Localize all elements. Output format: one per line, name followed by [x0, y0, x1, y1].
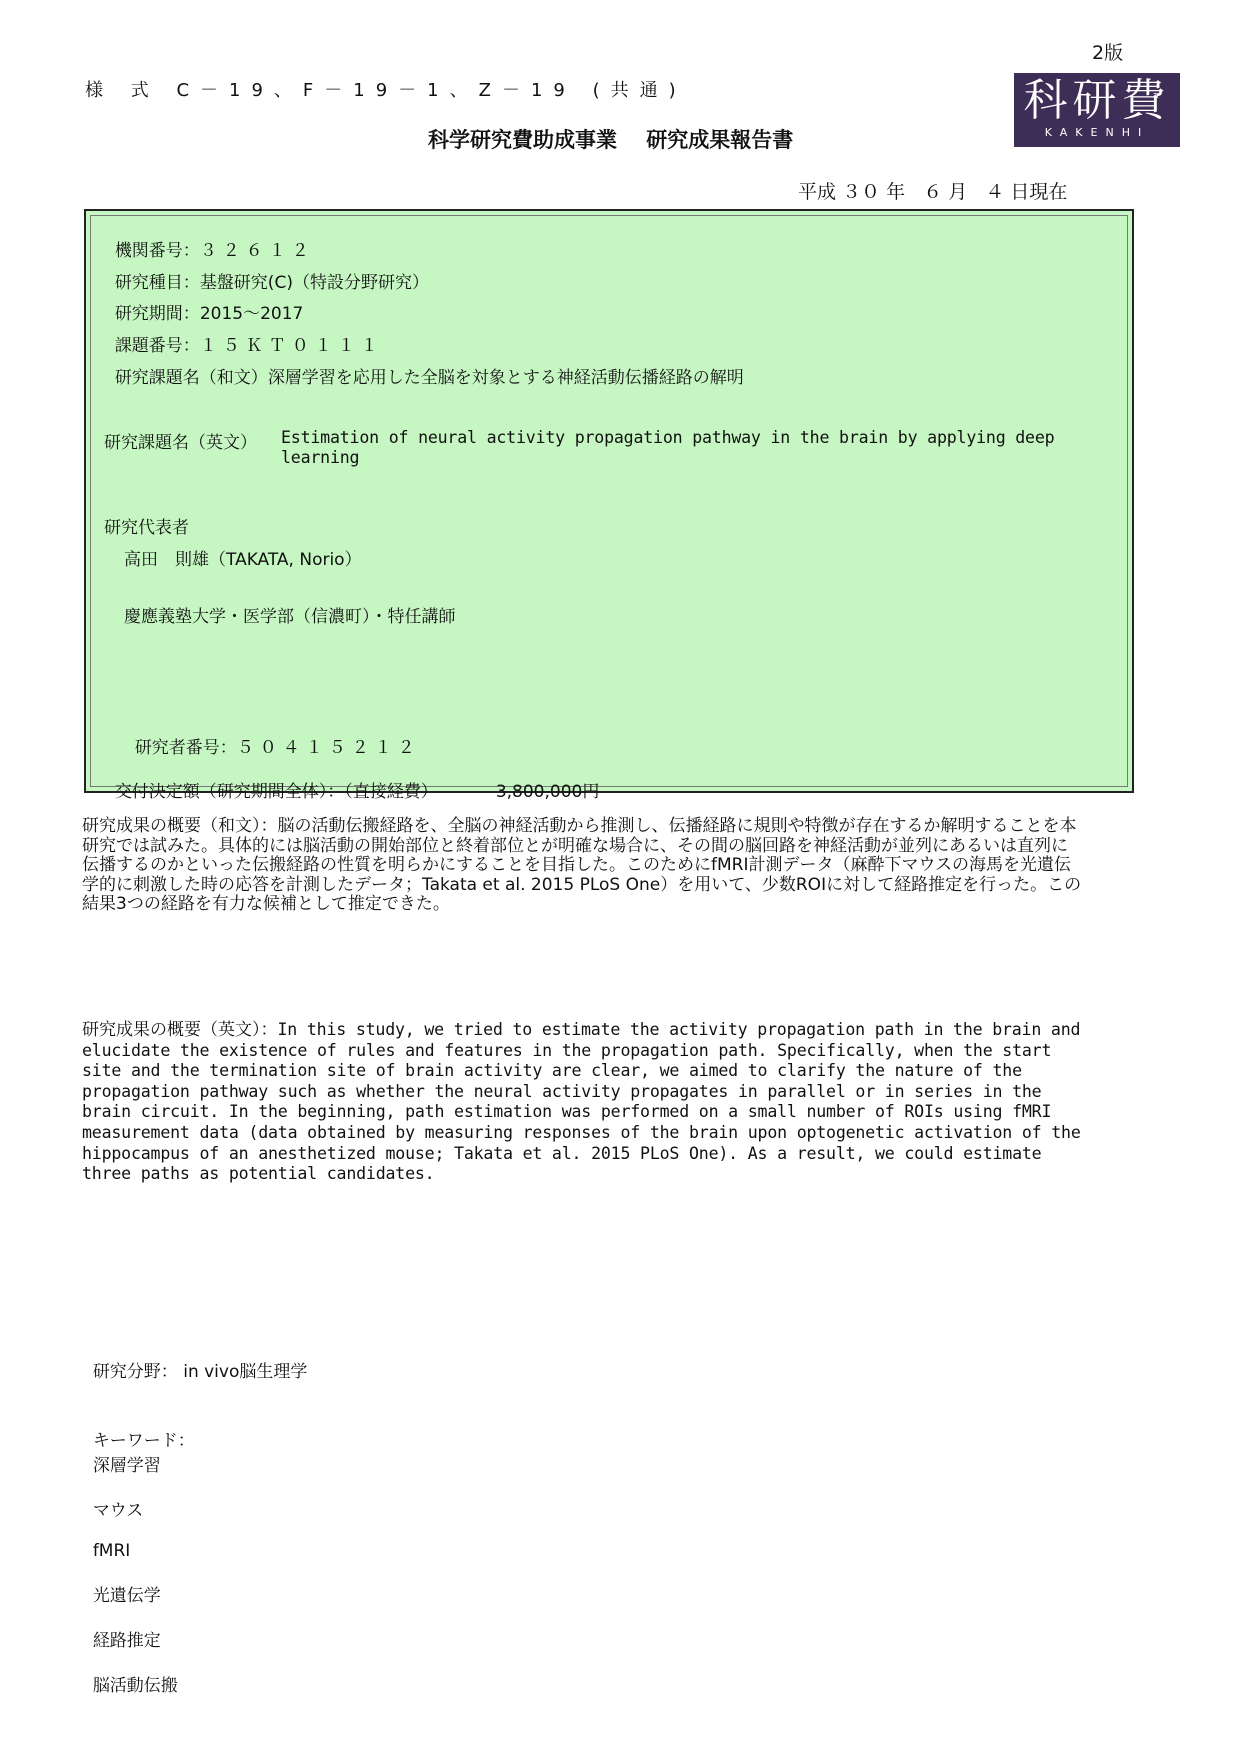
researcher-number-value: ５０４１５２１２ [236, 738, 421, 758]
kakenhi-logo [1014, 73, 1180, 147]
summary-jp [82, 817, 1082, 915]
keyword-item: 脳活動伝搬 [92, 1676, 178, 1696]
keyword-item: マウス [92, 1501, 144, 1521]
title-jp-label: 研究課題名（和文） [114, 368, 268, 388]
keyword-item: 深層学習 [92, 1456, 161, 1476]
form-id: 様 式 C－19、F－19－1、Z－19 (共通) [85, 80, 687, 101]
document-title: 科学研究費助成事業 研究成果報告書 [428, 128, 794, 152]
grant-label: 交付決定額（研究期間全体）：（直接経費） [114, 782, 438, 802]
research-field [82, 1337, 307, 1382]
keywords-label: キーワード： [92, 1431, 195, 1451]
summary-jp-text: 脳の活動伝搬経路を、全脳の神経活動から推測し、伝播経路に規則や特徴が存在するか解明することを本研究では試みた。具体的には脳活動の開始部位と終着部位とが明確な場合に、その間の脳回路を神経活動が並列にあるいは直列に伝播するのかといった伝搬経路の性質を明らかにすることを目指した。このためにfMRI計測データ（麻酔下マウスの海馬を光遺伝学的に刺激した時の応答を計測したデータ；Takata et al. 2015 PLoS One）を用いて、少数ROIに対して経路推定を行った。この結果3つの経路を有力な候補として推定できた。 [82, 816, 1082, 915]
title-en-value: Estimation of neural activity propagation pathway in the brain by applying deep learning [281, 428, 1055, 467]
field-value: in vivo脳生理学 [183, 1362, 308, 1382]
keyword-item: fMRI [92, 1541, 131, 1561]
institution-number: ３２６１２ [199, 241, 315, 261]
summary-en [82, 1020, 1082, 1185]
keyword-item: 経路推定 [92, 1631, 161, 1651]
period-value: 2015～2017 [199, 304, 304, 324]
affiliation: 慶應義塾大学・医学部（信濃町）・特任講師 [124, 607, 456, 627]
keyword-item: 光遺伝学 [92, 1586, 161, 1606]
project-number-value: １５ＫＴ０１１１ [199, 336, 384, 356]
title-jp-value: 深層学習を応用した全脳を対象とする神経活動伝播経路の解明 [267, 368, 744, 388]
researcher-number-row [124, 713, 421, 758]
representative-label: 研究代表者 [104, 518, 189, 538]
grant-row [104, 757, 599, 802]
version-label: 2版 [1092, 42, 1124, 64]
grant-value: 3,800,000円 [495, 782, 600, 802]
logo-roman: KAKENHI [1044, 126, 1150, 139]
category-value: 基盤研究(C)（特設分野研究） [199, 273, 429, 293]
title-en-label: 研究課題名（英文） [104, 433, 257, 453]
title-jp-row [104, 343, 744, 388]
period-label: 研究期間： [114, 304, 200, 324]
field-label: 研究分野： [92, 1362, 178, 1382]
representative-name: 高田 則雄（TAKATA, Norio） [124, 550, 362, 570]
category-label: 研究種目： [114, 273, 200, 293]
institution-label: 機関番号： [114, 241, 200, 261]
logo-kanji: 科研費 [1023, 75, 1171, 126]
researcher-number-label: 研究者番号： [134, 738, 237, 758]
summary-en-text: In this study, we tried to estimate the activity propagation path in the brain and elucidate the existence of rules and features in the propagation path. Specifically, when the start site and the termination site of brain activity are clear, we aimed to clarify the nature of the propagation pathway such as whether the neural activity propagates in parallel or in series in the brain circuit. In the beginning, path estimation was performed on a small number of ROIs using fMRI measurement data (data obtained by measuring responses of the brain upon optogenetic activation of the hippocampus of an anesthetized mouse; Takata et al. 2015 PLoS One). As a result, we could estimate three paths as potential candidates. [82, 1020, 1081, 1184]
project-number-label: 課題番号： [114, 336, 200, 356]
keywords-row [82, 1406, 195, 1696]
summary-en-label: 研究成果の概要（英文）： [82, 1020, 278, 1040]
summary-jp-label: 研究成果の概要（和文）： [82, 816, 278, 836]
report-date: 平成 ３０ 年 ６ 月 ４ 日現在 [798, 181, 1068, 203]
